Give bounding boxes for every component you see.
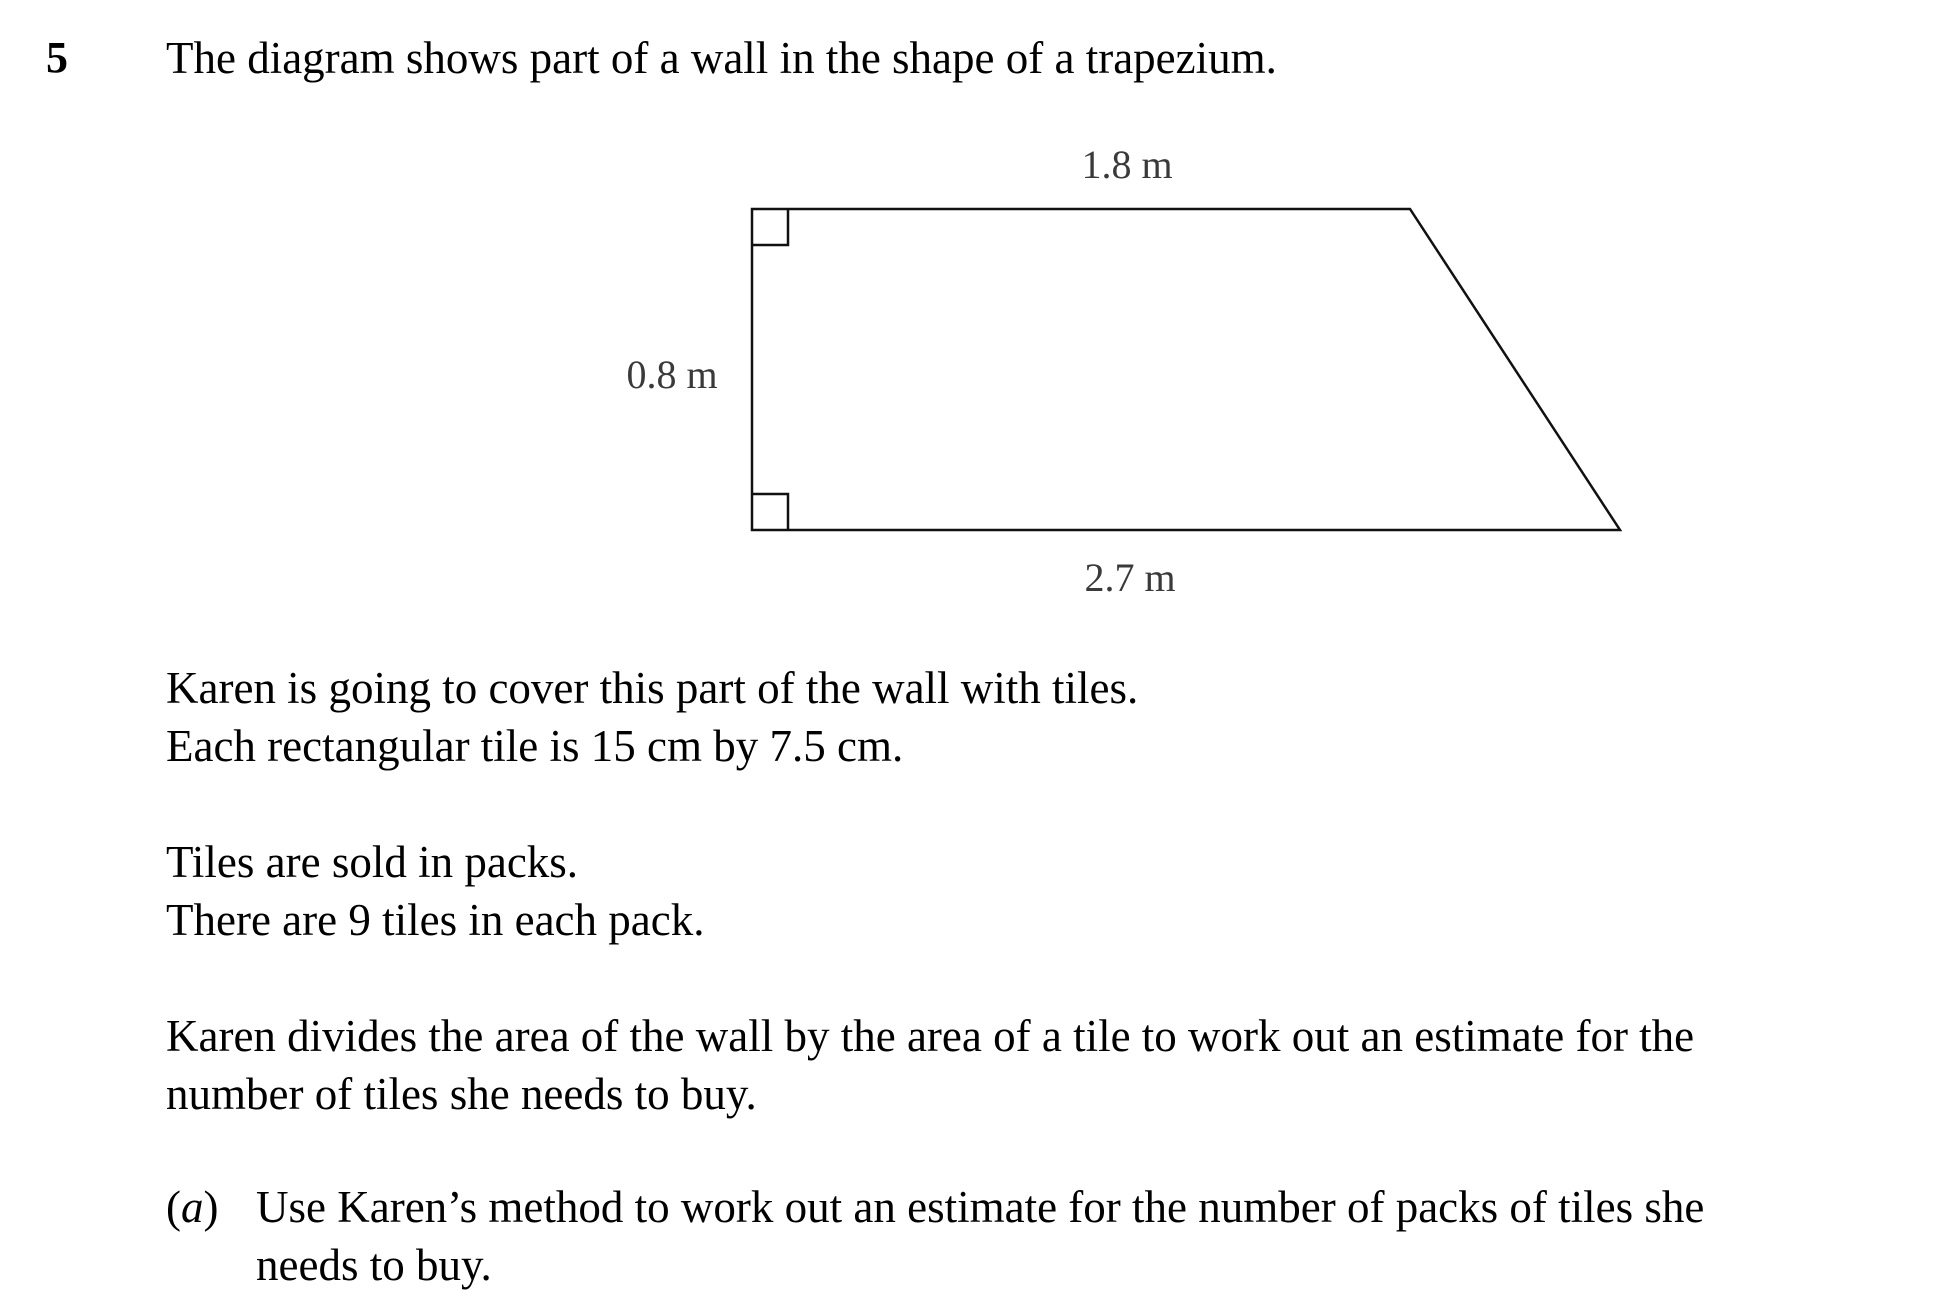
part-a-line-2: needs to buy.: [256, 1240, 492, 1290]
right-angle-mark-top: [752, 209, 788, 245]
part-a-label: (a): [166, 1182, 219, 1232]
paragraph-3-line-2: number of tiles she needs to buy.: [166, 1069, 757, 1119]
right-angle-mark-bottom: [752, 494, 788, 530]
paragraph-3-line-1: Karen divides the area of the wall by the area of a tile to work out an estimate for the: [166, 1011, 1695, 1061]
top-length-label: 1.8 m: [1081, 142, 1173, 187]
bottom-length-label: 2.7 m: [1084, 555, 1176, 600]
paragraph-2-line-2: There are 9 tiles in each pack.: [166, 895, 705, 945]
part-a-letter: a: [181, 1182, 204, 1232]
part-a-line-1: Use Karen’s method to work out an estimate for the number of packs of tiles she: [256, 1182, 1705, 1232]
question-number: 5: [46, 33, 68, 82]
question-intro: The diagram shows part of a wall in the shape of a trapezium.: [166, 33, 1277, 83]
paragraph-1-line-1: Karen is going to cover this part of the wall with tiles.: [166, 663, 1139, 713]
paragraph-2-line-1: Tiles are sold in packs.: [166, 837, 579, 887]
trapezium-shape: [752, 209, 1620, 530]
paragraph-1-line-2: Each rectangular tile is 15 cm by 7.5 cm.: [166, 721, 904, 771]
left-height-label: 0.8 m: [626, 352, 718, 397]
